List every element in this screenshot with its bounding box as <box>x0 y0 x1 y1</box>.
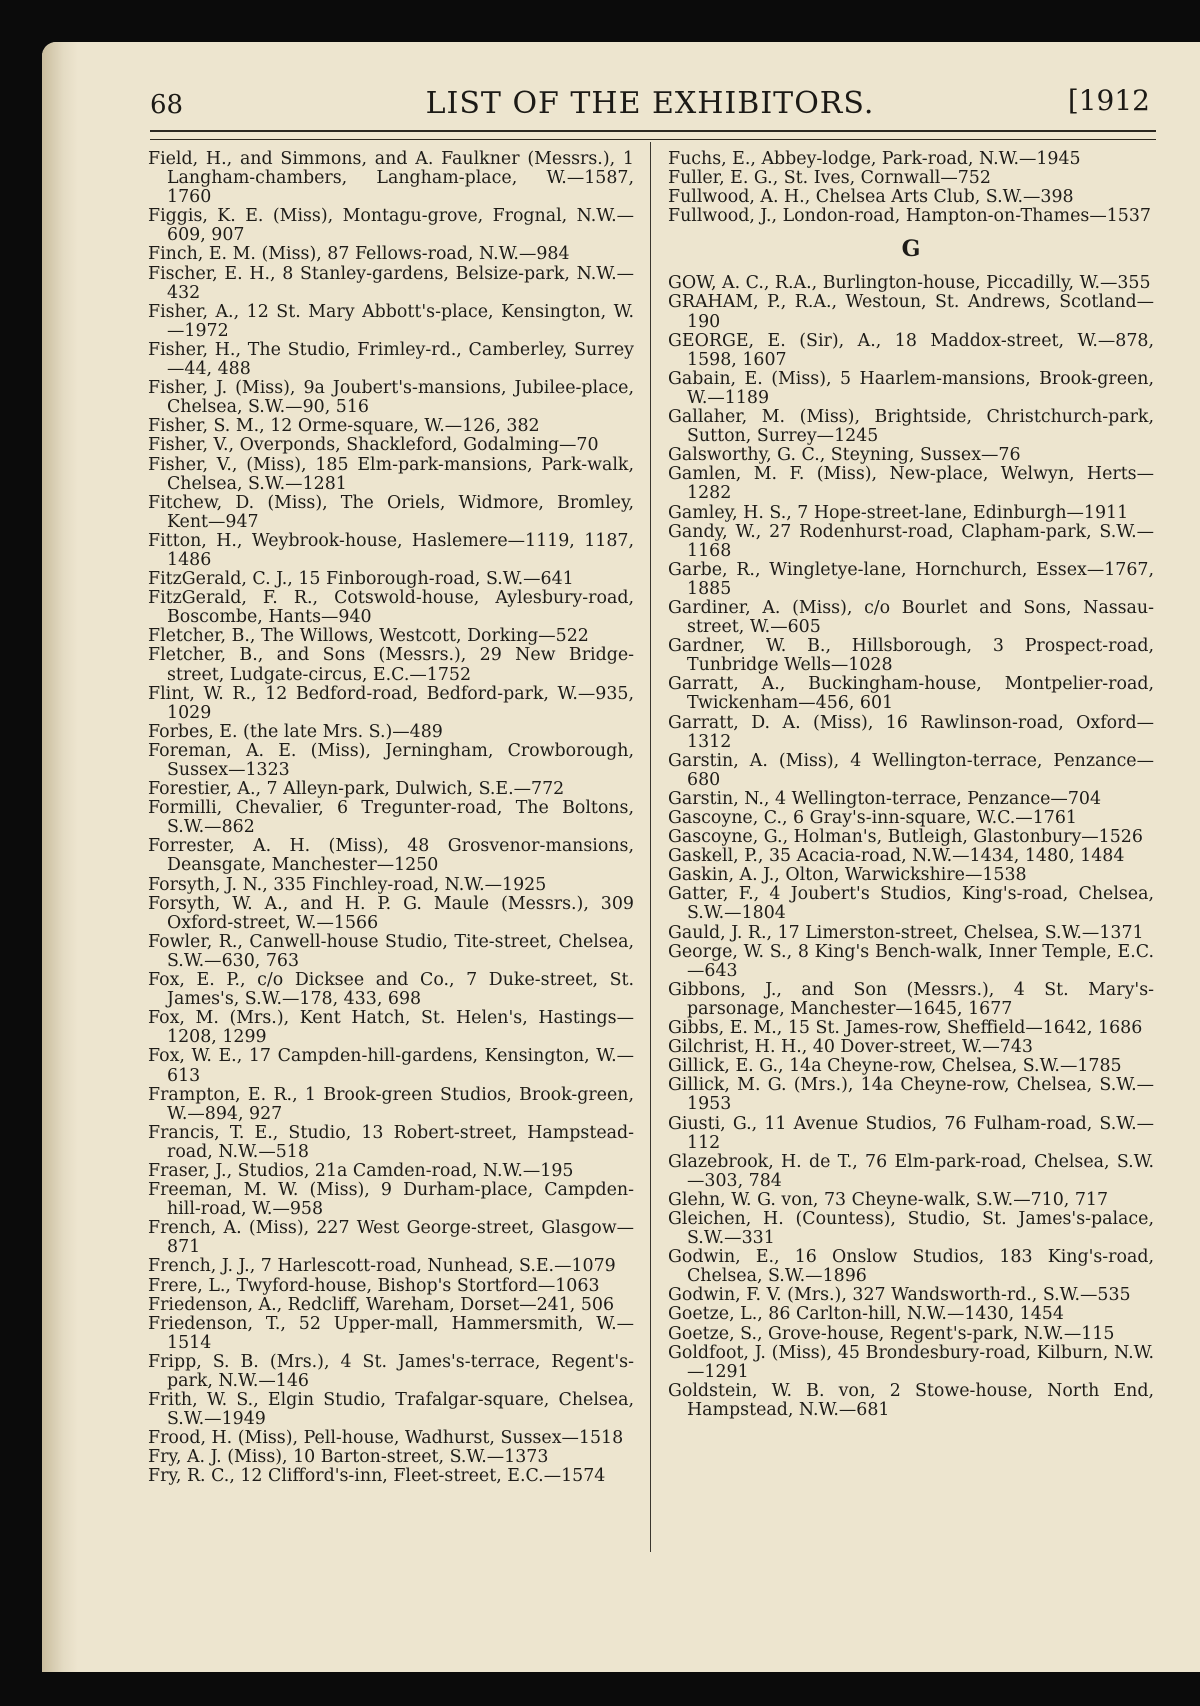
exhibitor-entry: Freeman, M. W. (Miss), 9 Durham-place, Campden-hill-road, W.—958 <box>148 1180 634 1220</box>
exhibitor-entry: Garstin, N., 4 Wellington-terrace, Penzance—704 <box>668 788 1102 809</box>
section-heading-g: G <box>901 236 921 263</box>
exhibitor-entry: Figgis, K. E. (Miss), Montagu-grove, Frognal, N.W.—609, 907 <box>148 206 634 246</box>
exhibitor-entry: Formilli, Chevalier, 6 Tregunter-road, The Boltons, S.W.—862 <box>148 798 634 838</box>
exhibitor-entry: Forsyth, J. N., 335 Finchley-road, N.W.—1925 <box>148 874 547 895</box>
exhibitor-entry: Garbe, R., Wingletye-lane, Hornchurch, Essex—1767, 1885 <box>668 559 1154 599</box>
exhibitor-entry: Gamley, H. S., 7 Hope-street-lane, Edinburgh—1911 <box>668 502 1129 523</box>
exhibitor-entry: Gaskell, P., 35 Acacia-road, N.W.—1434, 1480, 1484 <box>668 846 1125 867</box>
exhibitor-entry: Fletcher, B., and Sons (Messrs.), 29 New Bridge-street, Ludgate-circus, E.C.—1752 <box>148 645 634 685</box>
page-title: LIST OF THE EXHIBITORS. <box>425 86 875 121</box>
exhibitor-entry: Fisher, V., Overponds, Shackleford, Godalming—70 <box>148 435 599 456</box>
header-rule <box>150 130 1156 140</box>
exhibitor-entry: Fox, E. P., c/o Dicksee and Co., 7 Duke-street, St. James's, S.W.—178, 433, 698 <box>148 970 634 1010</box>
exhibitor-entry: Glazebrook, H. de T., 76 Elm-park-road, Chelsea, S.W.—303, 784 <box>668 1151 1154 1191</box>
exhibitor-entry: Gatter, F., 4 Joubert's Studios, King's-road, Chelsea, S.W.—1804 <box>668 884 1154 924</box>
exhibitor-entry: Gillick, M. G. (Mrs.), 14a Cheyne-row, Chelsea, S.W.—1953 <box>668 1075 1154 1115</box>
exhibitor-entry: Forrester, A. H. (Miss), 48 Grosvenor-mansions, Deansgate, Manchester—1250 <box>148 836 634 876</box>
exhibitor-entry: Fischer, E. H., 8 Stanley-gardens, Belsize-park, N.W.—432 <box>148 263 634 303</box>
exhibitor-entry: Goldfoot, J. (Miss), 45 Brondesbury-road, Kilburn, N.W.—1291 <box>668 1342 1154 1382</box>
exhibitor-entry: Fisher, J. (Miss), 9a Joubert's-mansions, Jubilee-place, Chelsea, S.W.—90, 516 <box>148 378 634 418</box>
exhibitor-entry: Gascoyne, C., 6 Gray's-inn-square, W.C.—1761 <box>668 808 1077 828</box>
exhibitor-entry: Forbes, E. (the late Mrs. S.)—489 <box>148 721 443 742</box>
column-divider <box>650 142 651 1552</box>
page-spine-shadow <box>42 42 78 1672</box>
exhibitor-entry: Gilchrist, H. H., 40 Dover-street, W.—743 <box>668 1037 1033 1058</box>
right-column-g-entries <box>668 274 1154 1420</box>
exhibitor-entry: Fisher, V., (Miss), 185 Elm-park-mansions, Park-walk, Chelsea, S.W.—1281 <box>148 454 634 494</box>
exhibitor-entry: Foreman, A. E. (Miss), Jerningham, Crowborough, Sussex—1323 <box>148 740 634 780</box>
exhibitor-entry: Godwin, E., 16 Onslow Studios, 183 King's-road, Chelsea, S.W.—1896 <box>668 1247 1154 1287</box>
exhibitor-entry: Gallaher, M. (Miss), Brightside, Christchurch-park, Sutton, Surrey—1245 <box>668 407 1154 447</box>
exhibitor-entry: Garstin, A. (Miss), 4 Wellington-terrace, Penzance—680 <box>668 750 1154 790</box>
exhibitor-entry: Finch, E. M. (Miss), 87 Fellows-road, N.W.—984 <box>148 244 570 265</box>
book-page <box>42 42 1200 1672</box>
exhibitor-entry: Gandy, W., 27 Rodenhurst-road, Clapham-park, S.W.—1168 <box>668 521 1154 561</box>
right-column-f-entries <box>668 150 1154 226</box>
exhibitor-entry: Glehn, W. G. von, 73 Cheyne-walk, S.W.—710, 717 <box>668 1189 1109 1210</box>
exhibitor-entry: Garratt, D. A. (Miss), 16 Rawlinson-road, Oxford—1312 <box>668 712 1154 752</box>
exhibitor-entry: Gamlen, M. F. (Miss), New-place, Welwyn, Herts—1282 <box>668 464 1154 504</box>
exhibitor-entry: Frere, L., Twyford-house, Bishop's Stortford—1063 <box>148 1275 600 1296</box>
exhibitor-entry: Fletcher, B., The Willows, Westcott, Dorking—522 <box>148 626 589 647</box>
exhibitor-entry: Gibbs, E. M., 15 St. James-row, Sheffield—1642, 1686 <box>668 1018 1143 1039</box>
exhibitor-entry: Fitchew, D. (Miss), The Oriels, Widmore, Bromley, Kent—947 <box>148 492 634 532</box>
exhibitor-entry: Frampton, E. R., 1 Brook-green Studios, Brook-green, W.—894, 927 <box>148 1084 634 1124</box>
exhibitor-entry: Gauld, J. R., 17 Limerston-street, Chelsea, S.W.—1371 <box>668 922 1144 943</box>
exhibitor-entry: Fisher, H., The Studio, Frimley-rd., Camberley, Surrey—44, 488 <box>148 339 634 380</box>
exhibitor-entry: GEORGE, E. (Sir), A., 18 Maddox-street, W.—878, 1598, 1607 <box>668 330 1154 370</box>
exhibitor-entry: Fox, M. (Mrs.), Kent Hatch, St. Helen's, Hastings—1208, 1299 <box>148 1008 634 1048</box>
exhibitor-entry: Giusti, G., 11 Avenue Studios, 76 Fulham-road, S.W.—112 <box>668 1113 1154 1153</box>
exhibitor-entry: Fitton, H., Weybrook-house, Haslemere—1119, 1187, 1486 <box>148 530 634 570</box>
exhibitor-entry: Godwin, F. V. (Mrs.), 327 Wandsworth-rd., S.W.—535 <box>668 1285 1131 1306</box>
exhibitor-entry: Field, H., and Simmons, and A. Faulkner (Messrs.), 1 Langham-chambers, Langham-place, W.—1587, 1760 <box>148 149 634 208</box>
page-number: 68 <box>150 90 184 120</box>
page-header <box>150 82 1150 122</box>
exhibitor-entry: Flint, W. R., 12 Bedford-road, Bedford-park, W.—935, 1029 <box>148 683 634 723</box>
exhibitor-entry: Fox, W. E., 17 Campden-hill-gardens, Kensington, W.—613 <box>148 1046 634 1086</box>
exhibitor-entry: GRAHAM, P., R.A., Westoun, St. Andrews, Scotland—190 <box>668 292 1154 332</box>
exhibitor-entry: Fuller, E. G., St. Ives, Cornwall—752 <box>668 168 991 189</box>
exhibitor-entry: Gillick, E. G., 14a Cheyne-row, Chelsea, S.W.—1785 <box>668 1056 1122 1077</box>
exhibitor-entry: Gabain, E. (Miss), 5 Haarlem-mansions, Brook-green, W.—1189 <box>668 368 1154 408</box>
exhibitor-entry: GOW, A. C., R.A., Burlington-house, Piccadilly, W.—355 <box>668 273 1151 294</box>
exhibitor-entry: Gardiner, A. (Miss), c/o Bourlet and Sons, Nassau-street, W.—605 <box>668 597 1154 638</box>
exhibitor-entry: Frood, H. (Miss), Pell-house, Wadhurst, Sussex—1518 <box>148 1428 624 1449</box>
exhibitor-entry: Friedenson, A., Redcliff, Wareham, Dorset—241, 506 <box>148 1294 615 1315</box>
exhibitor-entry: Forestier, A., 7 Alleyn-park, Dulwich, S.E.—772 <box>148 779 565 800</box>
exhibitor-entry: Fry, R. C., 12 Clifford's-inn, Fleet-street, E.C.—1574 <box>148 1466 606 1487</box>
exhibitor-entry: Goldstein, W. B. von, 2 Stowe-house, North End, Hampstead, N.W.—681 <box>668 1380 1154 1420</box>
exhibitor-entry: George, W. S., 8 King's Bench-walk, Inner Temple, E.C.—643 <box>668 941 1154 981</box>
header-year: [1912 <box>1067 84 1150 117</box>
exhibitor-entry: Fuchs, E., Abbey-lodge, Park-road, N.W.—1945 <box>668 149 1081 169</box>
exhibitor-entry: Gascoyne, G., Holman's, Butleigh, Glastonbury—1526 <box>668 827 1143 848</box>
left-column <box>148 150 634 1487</box>
exhibitor-entry: Fraser, J., Studios, 21a Camden-road, N.W.—195 <box>148 1160 574 1181</box>
exhibitor-entry: FitzGerald, F. R., Cotswold-house, Aylesbury-road, Boscombe, Hants—940 <box>148 588 634 628</box>
exhibitor-entry: Forsyth, W. A., and H. P. G. Maule (Messrs.), 309 Oxford-street, W.—1566 <box>148 893 634 933</box>
exhibitor-entry: French, J. J., 7 Harlescott-road, Nunhead, S.E.—1079 <box>148 1256 616 1277</box>
exhibitor-entry: Fry, A. J. (Miss), 10 Barton-street, S.W.—1373 <box>148 1447 549 1468</box>
exhibitor-entry: Frith, W. S., Elgin Studio, Trafalgar-square, Chelsea, S.W.—1949 <box>148 1390 634 1430</box>
exhibitor-entry: Gleichen, H. (Countess), Studio, St. James's-palace, S.W.—331 <box>668 1208 1154 1249</box>
right-column <box>668 150 1154 1420</box>
exhibitor-entry: Goetze, S., Grove-house, Regent's-park, N.W.—115 <box>668 1323 1115 1344</box>
exhibitor-entry: Gardner, W. B., Hillsborough, 3 Prospect-road, Tunbridge Wells—1028 <box>668 636 1154 676</box>
exhibitor-entry: Goetze, L., 86 Carlton-hill, N.W.—1430, 1454 <box>668 1304 1064 1325</box>
exhibitor-entry: FitzGerald, C. J., 15 Finborough-road, S.W.—641 <box>148 569 574 590</box>
exhibitor-entry: Gibbons, J., and Son (Messrs.), 4 St. Mary's-parsonage, Manchester—1645, 1677 <box>668 979 1154 1019</box>
exhibitor-entry: Fisher, S. M., 12 Orme-square, W.—126, 382 <box>148 416 540 437</box>
exhibitor-entry: Fullwood, J., London-road, Hampton-on-Thames—1537 <box>668 206 1151 227</box>
exhibitor-entry: Friedenson, T., 52 Upper-mall, Hammersmith, W.—1514 <box>148 1313 634 1353</box>
exhibitor-entry: Francis, T. E., Studio, 13 Robert-street, Hampstead-road, N.W.—518 <box>148 1122 634 1162</box>
exhibitor-entry: Fullwood, A. H., Chelsea Arts Club, S.W.—398 <box>668 187 1074 208</box>
exhibitor-entry: Galsworthy, G. C., Steyning, Sussex—76 <box>668 445 1021 466</box>
exhibitor-entry: Fripp, S. B. (Mrs.), 4 St. James's-terrace, Regent's-park, N.W.—146 <box>148 1351 634 1391</box>
exhibitor-entry: French, A. (Miss), 227 West George-street, Glasgow—871 <box>148 1218 634 1258</box>
exhibitor-entry: Gaskin, A. J., Olton, Warwickshire—1538 <box>668 865 1027 886</box>
exhibitor-entry: Fisher, A., 12 St. Mary Abbott's-place, Kensington, W.—1972 <box>148 301 634 341</box>
exhibitor-entry: Garratt, A., Buckingham-house, Montpelier-road, Twickenham—456, 601 <box>668 674 1154 714</box>
exhibitor-entry: Fowler, R., Canwell-house Studio, Tite-street, Chelsea, S.W.—630, 763 <box>148 931 634 971</box>
